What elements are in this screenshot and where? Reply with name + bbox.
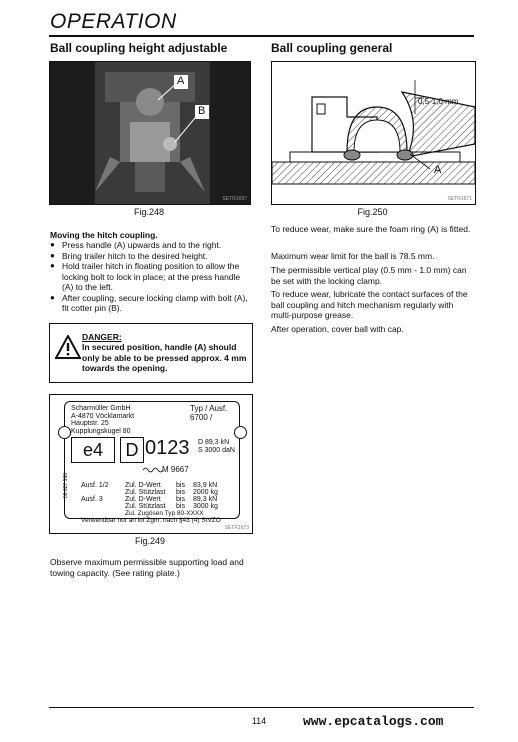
plate-v3: 89,3 kN	[193, 496, 218, 503]
general-paragraph: The permissible vertical play (0.5 mm - 1.0 mm) can be set with the locking clamp.	[271, 265, 467, 286]
plate-v1: 83,9 kN	[193, 482, 218, 489]
fig249-code: SETR1673	[224, 525, 249, 531]
plate-hole-left	[58, 426, 71, 439]
plate-ausf3: Ausf. 3	[81, 496, 103, 503]
step-item: ● After coupling, secure locking clamp with bolt (A), fit cotter pin (B).	[50, 293, 250, 314]
plate-bis: bis	[176, 489, 185, 496]
watermark-link[interactable]: www.epcatalogs.com	[303, 714, 444, 729]
plate-e4: e4	[82, 440, 104, 460]
general-paragraph: To reduce wear, make sure the foam ring (A) is fitted.	[271, 224, 471, 234]
plate-zul-stuetz: Zul. Stützlast	[125, 503, 166, 510]
section-title-general: Ball coupling general	[271, 41, 393, 55]
plate-e4-box	[71, 437, 115, 463]
observe-text: Observe maximum permissible supporting load and towing capacity. (See rating plate.)	[50, 557, 244, 578]
plate-v4: 3000 kg	[193, 503, 218, 510]
plate-zul-stuetz: Zul. Stützlast	[125, 489, 166, 496]
plate-maker-line2: A-4870 Vöcklamarkt	[71, 412, 135, 420]
fig248-caption: Fig.248	[133, 207, 165, 217]
header-rule	[49, 35, 474, 37]
plate-v2: 2000 kg	[193, 489, 218, 496]
plate-zul-dwert: Zul. D-Wert	[125, 482, 161, 489]
warning-triangle-icon	[55, 335, 81, 359]
danger-title: DANGER:	[82, 332, 122, 342]
plate-zul-dwert: Zul. D-Wert	[125, 496, 161, 503]
fig250-code: SETR1671	[447, 196, 472, 202]
plate-zugoesen: Zul. Zugösen Typ 80-XXXX	[125, 510, 204, 517]
fig248-label-b: B	[198, 105, 206, 117]
danger-box	[49, 323, 253, 383]
hitch-photo-illustration	[50, 62, 250, 204]
general-paragraph: To reduce wear, lubricate the contact surfaces of the ball coupling and hitch mechanism regularly with multi-purpose grease.	[271, 289, 468, 320]
fig250-diagram	[271, 61, 476, 205]
plate-type-value: 6700 /	[190, 413, 213, 422]
footer-rule	[49, 707, 474, 708]
fig248-photo	[49, 61, 251, 205]
ball-coupling-section-drawing	[272, 62, 475, 204]
step-item: ● Hold trailer hitch in floating position to allow the locking bolt to lock in place; at the press handle (A) to the left.	[50, 261, 250, 293]
fig248-code: SETR1697	[222, 196, 247, 202]
plate-d-value: D 89,3 kN	[198, 439, 230, 446]
wave-icon	[143, 466, 163, 474]
plate-bis: bis	[176, 503, 185, 510]
fig250-label-a: A	[434, 164, 442, 176]
page-header-title: OPERATION	[50, 10, 177, 33]
plate-maker-line4: Kupplungskugel 80	[71, 427, 131, 435]
plate-maker-line3: Hauptstr. 25	[71, 420, 109, 427]
danger-text: In secured position, handle (A) should only be able to be pressed approx. 4 mm towards the opening.	[82, 342, 247, 373]
plate-maker-line1: Scharmüller GmbH	[71, 405, 131, 412]
step-item: ● Press handle (A) upwards and to the right.	[50, 240, 250, 251]
plate-hole-right	[234, 426, 247, 439]
fig250-dimension: 0,5-1,0 mm	[418, 97, 459, 106]
plate-bis: bis	[176, 496, 185, 503]
plate-m-value: M 9667	[162, 465, 189, 474]
section-title-height-adjustable: Ball coupling height adjustable	[50, 41, 228, 55]
fig249-caption: Fig.249	[134, 536, 166, 546]
plate-d: D	[125, 440, 139, 460]
plate-bis: bis	[176, 482, 185, 489]
general-paragraph: After operation, cover ball with cap.	[271, 324, 404, 334]
general-paragraph: Maximum wear limit for the ball is 78.5 mm.	[271, 251, 435, 261]
rating-plate	[63, 401, 240, 524]
step-item: ● Bring trailer hitch to the desired height.	[50, 251, 250, 262]
page-number: 114	[251, 716, 267, 726]
plate-side-code: 06 627 598	[63, 472, 69, 498]
plate-type-label: Typ / Ausf.	[190, 404, 228, 413]
plate-d-box	[120, 437, 144, 463]
fig249-frame	[49, 394, 253, 534]
plate-s-value: S 3000 daN	[198, 447, 235, 454]
plate-verwendbar: Verwendbar nur an lof Zgm. nach §43 (4) StVZO	[81, 517, 221, 524]
moving-hitch-steps	[50, 240, 250, 314]
plate-number: 0123	[145, 437, 190, 459]
plate-ausf12: Ausf. 1/2	[81, 482, 109, 489]
fig248-label-a: A	[177, 75, 185, 87]
moving-hitch-title: Moving the hitch coupling.	[50, 230, 158, 240]
fig250-caption: Fig.250	[357, 207, 388, 217]
